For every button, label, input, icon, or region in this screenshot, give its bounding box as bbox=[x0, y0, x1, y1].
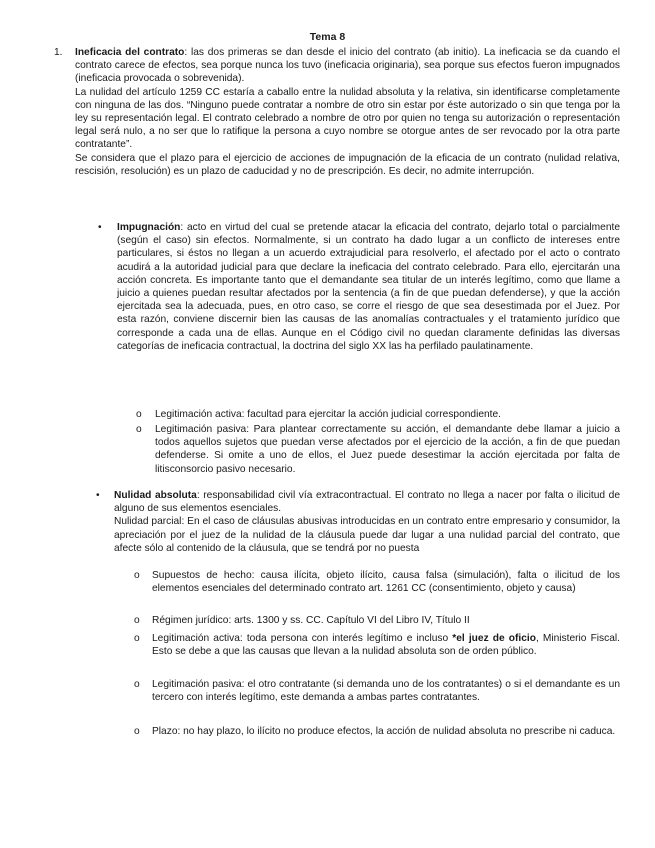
sub-bullet-icon: o bbox=[134, 726, 140, 737]
supuestos-de-hecho-item: Supuestos de hecho: causa ilícita, objeto ilícito, causa falsa (simulación), falta o ilicitud de los elementos esenciales del determinado contrato art. 1261 CC (consentimiento, objeto y causa) bbox=[152, 570, 620, 595]
plazo-item: Plazo: no hay plazo, lo ilícito no produce efectos, la acción de nulidad absoluta no prescribe ni caduca. bbox=[152, 726, 616, 737]
section-impugnacion bbox=[117, 221, 620, 353]
sub-bullet-icon: o bbox=[134, 570, 140, 581]
ineficacia-paragraph bbox=[75, 46, 620, 86]
regimen-juridico-item: Régimen jurídico: arts. 1300 y ss. CC. Capítulo VI del Libro IV, Título II bbox=[152, 615, 470, 626]
page-title: Tema 8 bbox=[309, 31, 346, 43]
sub-bullet-icon: o bbox=[136, 409, 142, 420]
legitimacion-pasiva-nulidad-item: Legitimación pasiva: el otro contratante (si demanda uno de los contratantes) o si el demandante es un tercero con interés legítimo, este demanda a ambas partes contratantes. bbox=[152, 679, 620, 704]
sub-bullet-icon: o bbox=[134, 633, 140, 644]
bullet-icon: • bbox=[96, 490, 100, 501]
legitimacion-activa-nulidad-item: Legitimación activa: toda persona con interés legítimo e incluso *el juez de oficio, Ministerio Fiscal. Esto se debe a que las causas que llevan a la nulidad absoluta son de orden público. bbox=[152, 633, 621, 658]
ineficacia-intro: : las dos primeras se dan desde el inicio del contrato (ab initio). La ineficacia se da cuando el contrato carece de efectos, sea porque nunca los tuvo (ineficacia originaria), sea porque sus efectos fueron impugnados (ineficacia provocada o sobrevenida). bbox=[75, 47, 620, 85]
nulidad-1259-paragraph: La nulidad del artículo 1259 CC estaría a caballo entre la nulidad absoluta y la relativa, sin identificarse completamente con ninguna de las dos. “Ninguno puede contratar a nombre de otro sin estar por éste autorizado o sin que tenga por la ley su representación legal. El contrato celebrado a nombre de otro por quien no tenga su autorización o representación legal será nulo, a no ser que lo ratifique la persona a cuyo nombre se otorgue antes de ser revocado por la otra parte contratante”. bbox=[75, 86, 620, 151]
ineficacia-heading: Ineficacia del contrato bbox=[75, 47, 185, 58]
legitimacion-pasiva-item: Legitimación pasiva: Para plantear correctamente su acción, el demandante debe llamar a juicio a todos aquellos sujetos que puedan verse afectados por el ejercicio de la acción, a fin de que puedan defenderse. Si omite a uno de ellos, el Juez puede desestimar la acción ejercitada por falta de litisconsorcio pasivo necesario. bbox=[155, 424, 620, 475]
juez-de-oficio-emphasis: *el juez de oficio bbox=[452, 633, 536, 644]
sub-bullet-icon: o bbox=[134, 615, 140, 626]
impugnacion-text: : acto en virtud del cual se pretende atacar la eficacia del contrato, dejarlo total o parcialmente (según el caso) sin efectos. Normalmente, si un contrato ha dado lugar a un conflicto de intereses entre particulares, si éstos no llegan a un acuerdo extrajudicial para resolverlo, el afectado por el acto o contrato acudirá a la autoridad judicial para que declare la ineficacia del contrato celebrado. Para ello, ejercitarán una acción concreta. Es importante tanto que el demandante sea titular de un interés legítimo, como que llame a juicio a quienes puedan resultar afectados por la sentencia (a fin de que puedan defenderse), y que la acción ejercitada sea la adecuada, pues, en otro caso, se corre el riesgo de que sea desestimada por el Juez. Por esta razón, conviene discernir bien las causas de las anomalías contractuales y el tratamiento jurídico que corresponde a cada una de ellas. Aunque en el Código civil no quedan claramente definidas las diversas categorías de ineficacia contractual, la doctrina del siglo XX las ha perfilado paulatinamente. bbox=[117, 222, 620, 352]
nulidad-absoluta-text: : responsabilidad civil vía extracontractual. El contrato no llega a nacer por falta o ilicitud de alguno de sus elementos esenciales. bbox=[114, 490, 620, 515]
bullet-icon: • bbox=[98, 222, 102, 233]
nulidad-absoluta-paragraph bbox=[114, 489, 620, 515]
plazo-caducidad-paragraph: Se considera que el plazo para el ejercicio de acciones de impugnación de la eficacia de un contrato (nulidad relativa, rescisión, resolución) es un plazo de caducidad y no de prescripción. Es decir, no admite interrupción. bbox=[75, 152, 620, 177]
nulidad-absoluta-heading: Nulidad absoluta bbox=[114, 490, 197, 501]
sub-bullet-icon: o bbox=[136, 424, 142, 435]
impugnacion-paragraph bbox=[117, 221, 620, 353]
impugnacion-heading: Impugnación bbox=[117, 222, 181, 233]
legitimacion-activa-item: Legitimación activa: facultad para ejercitar la acción judicial correspondiente. bbox=[155, 409, 501, 420]
section-ineficacia bbox=[75, 46, 620, 178]
nulidad-parcial-paragraph: Nulidad parcial: En el caso de cláusulas abusivas introducidas en un contrato entre empresario y consumidor, la apreciación por el juez de la nulidad de la cláusula puede dar lugar a una nulidad parcial del contrato, que afecte sólo al contenido de la cláusula, que se tendrá por no puesta bbox=[114, 516, 620, 554]
list-number: 1. bbox=[54, 47, 63, 58]
section-nulidad-absoluta bbox=[114, 489, 620, 555]
sub-bullet-icon: o bbox=[134, 679, 140, 690]
